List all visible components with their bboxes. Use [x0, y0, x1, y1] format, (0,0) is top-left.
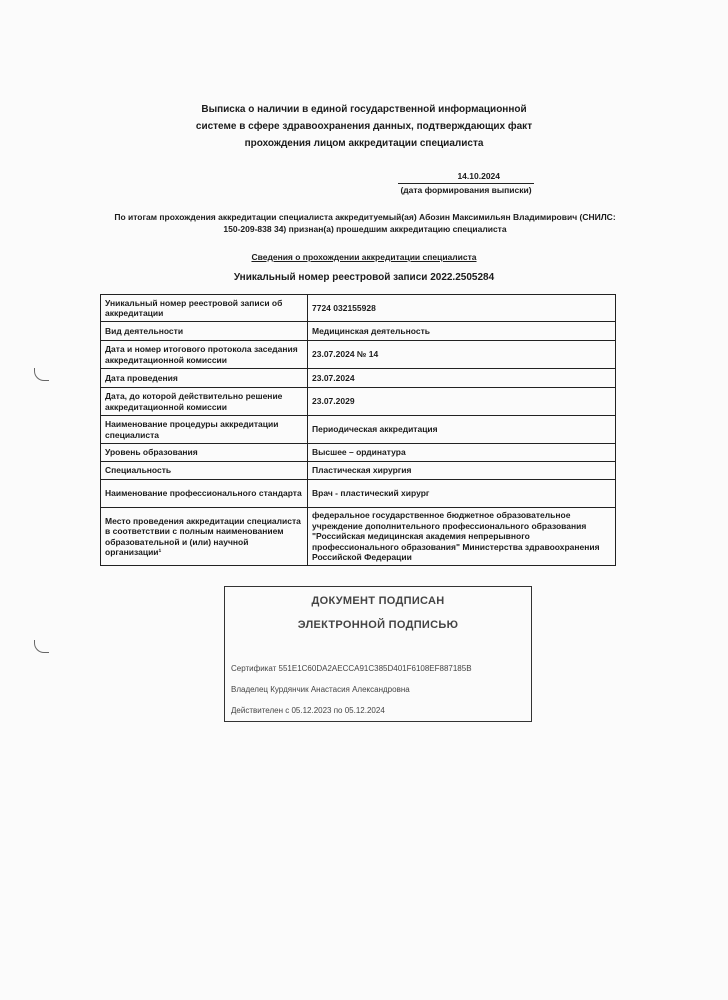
issue-date-caption: (дата формирования выписки) — [400, 185, 532, 195]
table-value: Пластическая хирургия — [308, 462, 616, 480]
punch-hole-mark-icon — [34, 368, 49, 381]
table-key: Уровень образования — [101, 444, 308, 462]
title-line-1: Выписка о наличии в единой государственной информационной — [201, 104, 527, 115]
table-key: Дата и номер итогового протокола заседания аккредитационной комиссии — [101, 341, 308, 369]
table-row — [101, 444, 616, 462]
table-value: федеральное государственное бюджетное образовательное учреждение дополнительного профессионального образования "Российская медицинская академия непрерывного профессионального образования" Министерства здравоохранения Российской Федерации — [308, 508, 616, 566]
stamp-validity: Действителен с 05.12.2023 по 05.12.2024 — [231, 706, 385, 715]
table-row — [101, 416, 616, 444]
intro-line-2: 150-209-838 34) признан(а) прошедшим аккредитацию специалиста — [223, 224, 507, 234]
title-line-3: прохождения лицом аккредитации специалиста — [244, 138, 484, 149]
table-value: 23.07.2024 — [308, 369, 616, 388]
table-key: Наименование процедуры аккредитации специалиста — [101, 416, 308, 444]
table-key: Уникальный номер реестровой записи об аккредитации — [101, 295, 308, 322]
table-value: Медицинская деятельность — [308, 322, 616, 341]
table-value: 23.07.2024 № 14 — [308, 341, 616, 369]
section-heading: Сведения о прохождении аккредитации специалиста — [251, 252, 477, 262]
stamp-owner: Владелец Курдянчик Анастасия Александровна — [231, 685, 410, 694]
stamp-title-line-2: ЭЛЕКТРОННОЙ ПОДПИСЬЮ — [297, 619, 459, 631]
table-key: Специальность — [101, 462, 308, 480]
table-value: 7724 032155928 — [308, 295, 616, 322]
stamp-certificate: Сертификат 551E1C60DA2AECCA91C385D401F6108EF887185B — [231, 664, 472, 673]
table-value: Высшее – ординатура — [308, 444, 616, 462]
electronic-signature-stamp — [224, 586, 532, 722]
accreditation-table — [100, 294, 616, 566]
table-value: Периодическая аккредитация — [308, 416, 616, 444]
table-row — [101, 480, 616, 508]
issue-date: 14.10.2024 — [398, 170, 534, 184]
table-row — [101, 508, 616, 566]
table-row — [101, 322, 616, 341]
intro-paragraph — [100, 211, 630, 235]
table-row — [101, 462, 616, 480]
issue-date-block — [398, 170, 534, 197]
title-line-2: системе в сфере здравоохранения данных, подтверждающих факт — [195, 121, 533, 132]
registry-number: Уникальный номер реестровой записи 2022.2505284 — [233, 272, 495, 283]
table-key: Место проведения аккредитации специалиста в соответствии с полным наименованием образовательной и (или) научной организации¹ — [101, 508, 308, 566]
table-key: Дата проведения — [101, 369, 308, 388]
document-title — [150, 101, 578, 152]
stamp-title-line-1: ДОКУМЕНТ ПОДПИСАН — [311, 595, 445, 607]
table-key: Дата, до которой действительно решение аккредитационной комиссии — [101, 388, 308, 416]
table-key: Вид деятельности — [101, 322, 308, 341]
table-value: 23.07.2029 — [308, 388, 616, 416]
table-row — [101, 388, 616, 416]
table-row — [101, 295, 616, 322]
table-key: Наименование профессионального стандарта — [101, 480, 308, 508]
table-value: Врач - пластический хирург — [308, 480, 616, 508]
intro-line-1: По итогам прохождения аккредитации специалиста аккредитуемый(ая) Абозин Максимильян Владимирович (СНИЛС: — [114, 212, 616, 222]
punch-hole-mark-icon — [34, 640, 49, 653]
table-row — [101, 369, 616, 388]
table-row — [101, 341, 616, 369]
